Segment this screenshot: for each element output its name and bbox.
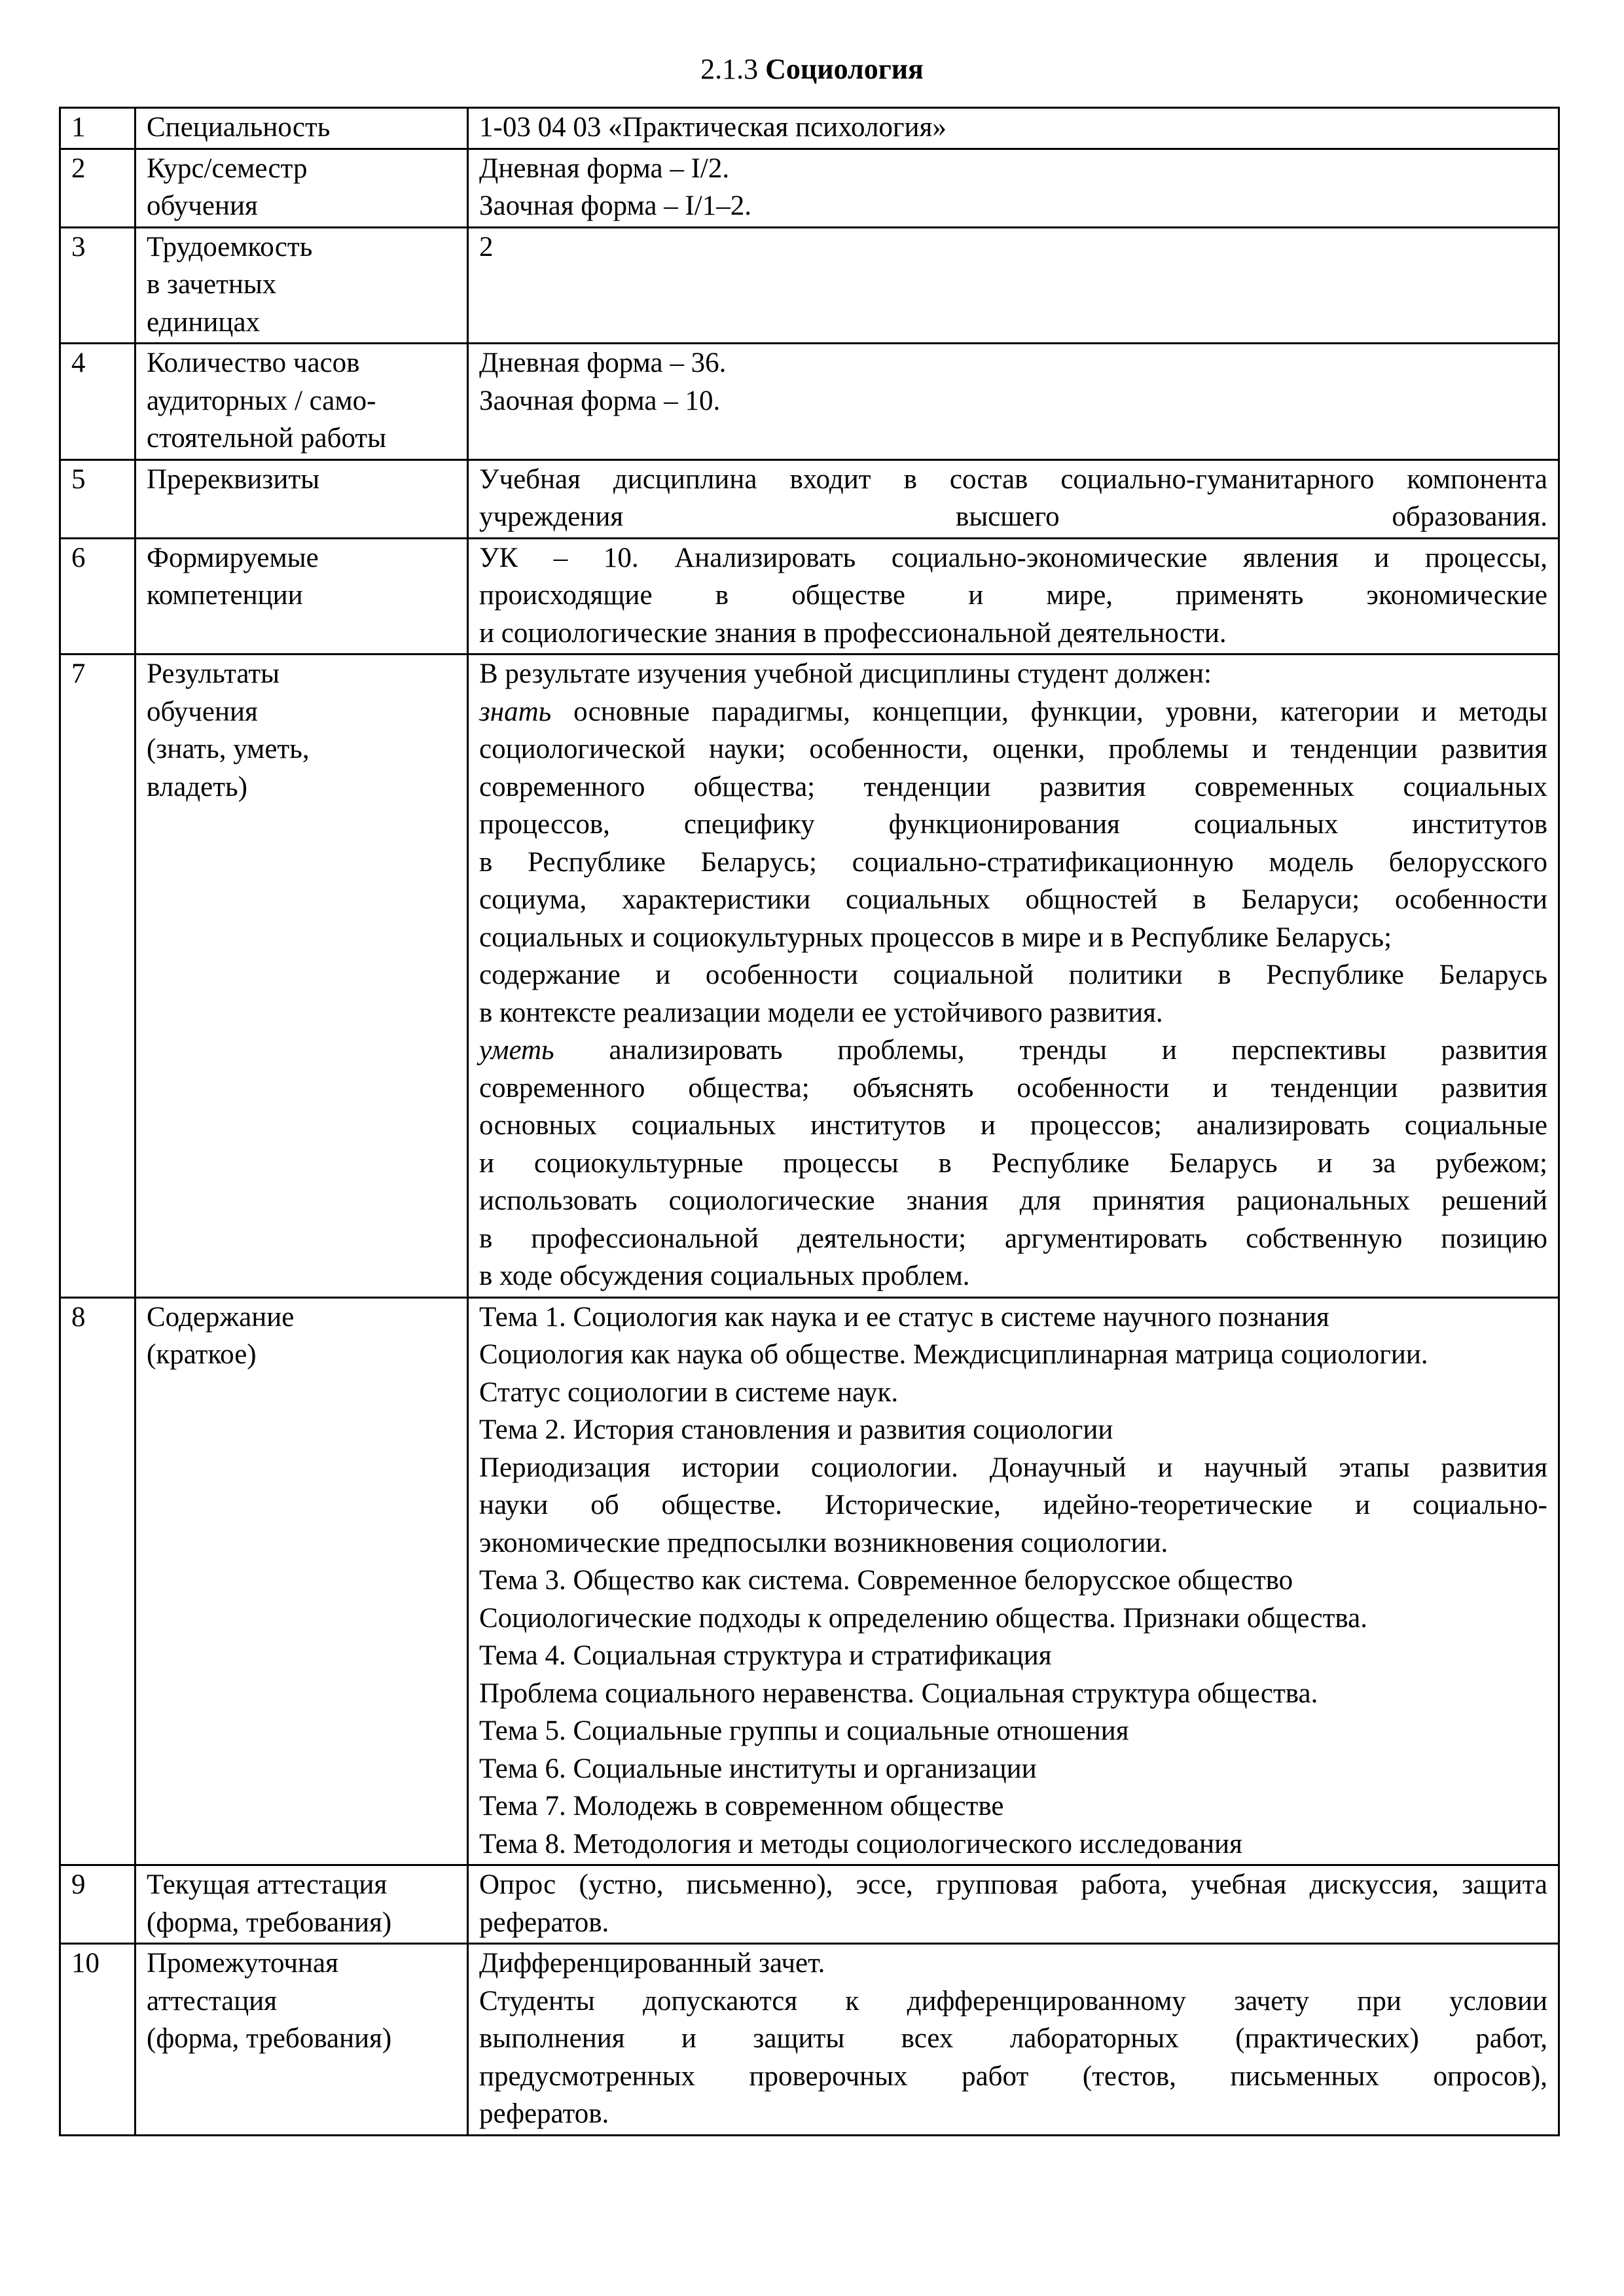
- can-line: и социокультурные процессы в Республике Беларусь и за рубежом;: [479, 1147, 1547, 1179]
- row-label-line: Содержание: [147, 1301, 295, 1333]
- row-label-line: аттестация: [147, 1985, 278, 2017]
- row-number: 1: [60, 108, 135, 149]
- row-label-line: (форма, требования): [147, 2023, 392, 2054]
- row-label-line: (краткое): [147, 1339, 257, 1370]
- row-label-line: Результаты: [147, 658, 280, 689]
- row-value-line: и социологические знания в профессиональной деятельности.: [479, 617, 1227, 649]
- row-value: [468, 538, 1559, 655]
- know-line: в контексте реализации модели ее устойчивого развития.: [479, 997, 1163, 1028]
- row-label-line: аудиторных / само-: [147, 385, 376, 416]
- can-line: использовать социологические знания для принятия рациональных решений: [479, 1185, 1547, 1216]
- row-label-line: Текущая аттестация: [147, 1869, 388, 1900]
- row-label: [135, 227, 468, 344]
- row-number: 10: [60, 1944, 135, 2136]
- row-value: [468, 459, 1559, 538]
- row-value-line: предусмотренных проверочных работ (тестов, письменных опросов),: [479, 2060, 1547, 2092]
- row-value: [468, 108, 1559, 149]
- row-number: 9: [60, 1865, 135, 1944]
- row-label-line: Трудоемкость: [147, 231, 313, 262]
- row-value-line: Тема 5. Социальные группы и социальные отношения: [479, 1715, 1129, 1746]
- section-title: Социология: [765, 53, 924, 85]
- can-line: основных социальных институтов и процессов; анализировать социальные: [479, 1110, 1547, 1141]
- row-value-line: Дифференцированный зачет.: [479, 1948, 825, 1979]
- row-label: [135, 108, 468, 149]
- row-value-line: Заочная форма – 10.: [479, 385, 721, 416]
- section-heading: [0, 51, 1624, 88]
- row-label: [135, 344, 468, 460]
- know-line: процессов, специфику функционирования социальных институтов: [479, 809, 1547, 840]
- row-value-line: 1-03 04 03 «Практическая психология»: [479, 112, 947, 143]
- table-row: [60, 108, 1559, 149]
- table-row: [60, 344, 1559, 460]
- row-label-line: единицах: [147, 306, 261, 338]
- row-value: [468, 227, 1559, 344]
- row-value: [468, 149, 1559, 227]
- row-value: [468, 1297, 1559, 1865]
- row-value-line: Тема 1. Социология как наука и ее статус в системе научного познания: [479, 1301, 1329, 1333]
- row-value-line: экономические предпосылки возникновения социологии.: [479, 1527, 1168, 1558]
- row-value-line: Тема 7. Молодежь в современном обществе: [479, 1791, 1004, 1821]
- row-value: [468, 1944, 1559, 2136]
- row-label-line: стоятельной работы: [147, 423, 387, 454]
- row-number: 5: [60, 459, 135, 538]
- can-keyword: уметь: [479, 1035, 554, 1066]
- row-value-line: Социология как наука об обществе. Междисциплинарная матрица социологии.: [479, 1339, 1428, 1370]
- know-first-text: основные парадигмы, концепции, функции, уровни, категории и методы: [551, 696, 1547, 727]
- row-value-line: 2: [479, 231, 494, 262]
- row-label-line: Специальность: [147, 112, 331, 143]
- table-row: [60, 1297, 1559, 1865]
- row-number: 6: [60, 538, 135, 655]
- row-label-line: обучения: [147, 190, 258, 221]
- know-line: содержание и особенности социальной политики в Республике Беларусь: [479, 960, 1547, 990]
- row-value-line: Учебная дисциплина входит в состав социально-гуманитарного компонента: [479, 463, 1547, 495]
- row-label: [135, 655, 468, 1298]
- course-info-table: [59, 107, 1560, 2136]
- know-line: современного общества; тенденции развития современных социальных: [479, 771, 1547, 802]
- can-first-text: анализировать проблемы, тренды и перспективы развития: [554, 1035, 1547, 1066]
- row-value-line: Тема 6. Социальные институты и организации: [479, 1753, 1037, 1784]
- row-value-line: происходящие в обществе и мире, применять экономические: [479, 580, 1547, 611]
- row-value-line: Опрос (устно, письменно), эссе, групповая работа, учебная дискуссия, защита: [479, 1869, 1547, 1900]
- row-value-line: Проблема социального неравенства. Социальная структура общества.: [479, 1677, 1318, 1709]
- row-label-line: Промежуточная: [147, 1948, 338, 1979]
- row-label: [135, 538, 468, 655]
- row-value: [468, 1865, 1559, 1944]
- can-line: современного общества; объяснять особенности и тенденции развития: [479, 1072, 1547, 1103]
- row-value-line: учреждения высшего образования.: [479, 501, 1547, 532]
- table-row: [60, 1944, 1559, 2136]
- row-value-line: рефератов.: [479, 1907, 609, 1938]
- row-value-line: Дневная форма – 36.: [479, 348, 727, 378]
- row-label-line: компетенции: [147, 580, 303, 611]
- can-first-line: [479, 1031, 1547, 1069]
- outcomes-intro: В результате изучения учебной дисциплины студент должен:: [479, 658, 1212, 689]
- row-value-line: Тема 2. История становления и развития социологии: [479, 1414, 1113, 1445]
- row-number: 8: [60, 1297, 135, 1865]
- row-label-line: Количество часов: [147, 348, 360, 378]
- row-value: [468, 655, 1559, 1298]
- row-value-line: Тема 8. Методология и методы социологического исследования: [479, 1828, 1242, 1859]
- table-row: [60, 459, 1559, 538]
- row-label: [135, 459, 468, 538]
- row-number: 3: [60, 227, 135, 344]
- row-label-line: в зачетных: [147, 269, 277, 300]
- row-label-line: Формируемые: [147, 542, 319, 573]
- table-row: [60, 1865, 1559, 1944]
- row-number: 2: [60, 149, 135, 227]
- know-line: в Республике Беларусь; социально-стратификационную модель белорусского: [479, 846, 1547, 878]
- section-number: 2.1.3: [700, 53, 759, 85]
- row-label-line: (знать, уметь,: [147, 734, 310, 764]
- table-row: [60, 227, 1559, 344]
- row-label-line: Курс/семестр: [147, 152, 308, 184]
- row-label-line: (форма, требования): [147, 1907, 392, 1938]
- can-line: в ходе обсуждения социальных проблем.: [479, 1261, 970, 1291]
- table-row: [60, 655, 1559, 1298]
- know-line: социологической науки; особенности, оценки, проблемы и тенденции развития: [479, 734, 1547, 764]
- know-keyword: знать: [479, 696, 552, 727]
- know-first-line: [479, 693, 1547, 731]
- can-line: в профессиональной деятельности; аргументировать собственную позицию: [479, 1223, 1547, 1254]
- row-label-line: Пререквизиты: [147, 463, 320, 495]
- row-number: 4: [60, 344, 135, 460]
- row-label-line: владеть): [147, 771, 247, 802]
- row-label: [135, 1944, 468, 2136]
- know-line: социальных и социокультурных процессов в мире и в Республике Беларусь;: [479, 922, 1392, 953]
- row-value-line: выполнения и защиты всех лабораторных (практических) работ,: [479, 2023, 1547, 2054]
- row-value-line: Социологические подходы к определению общества. Признаки общества.: [479, 1602, 1367, 1634]
- row-value-line: УК – 10. Анализировать социально-экономические явления и процессы,: [479, 542, 1547, 573]
- row-value-line: рефератов.: [479, 2098, 609, 2129]
- row-value-line: Тема 4. Социальная структура и стратификация: [479, 1640, 1052, 1671]
- row-value-line: Периодизация истории социологии. Донаучный и научный этапы развития: [479, 1452, 1547, 1483]
- row-value-line: Статус социологии в системе наук.: [479, 1376, 899, 1408]
- table-row: [60, 149, 1559, 227]
- table-row: [60, 538, 1559, 655]
- row-label: [135, 1865, 468, 1944]
- know-line: социума, характеристики социальных общностей в Беларуси; особенности: [479, 884, 1547, 915]
- row-number: 7: [60, 655, 135, 1298]
- row-value-line: Тема 3. Общество как система. Современное белорусское общество: [479, 1565, 1293, 1596]
- row-label: [135, 1297, 468, 1865]
- row-label: [135, 149, 468, 227]
- row-value-line: Студенты допускаются к дифференцированному зачету при условии: [479, 1985, 1547, 2017]
- row-value-line: науки об обществе. Исторические, идейно-теоретические и социально-: [479, 1490, 1547, 1520]
- row-label-line: обучения: [147, 696, 258, 727]
- row-value-line: Заочная форма – I/1–2.: [479, 190, 751, 221]
- row-value: [468, 344, 1559, 460]
- row-value-line: Дневная форма – I/2.: [479, 152, 730, 184]
